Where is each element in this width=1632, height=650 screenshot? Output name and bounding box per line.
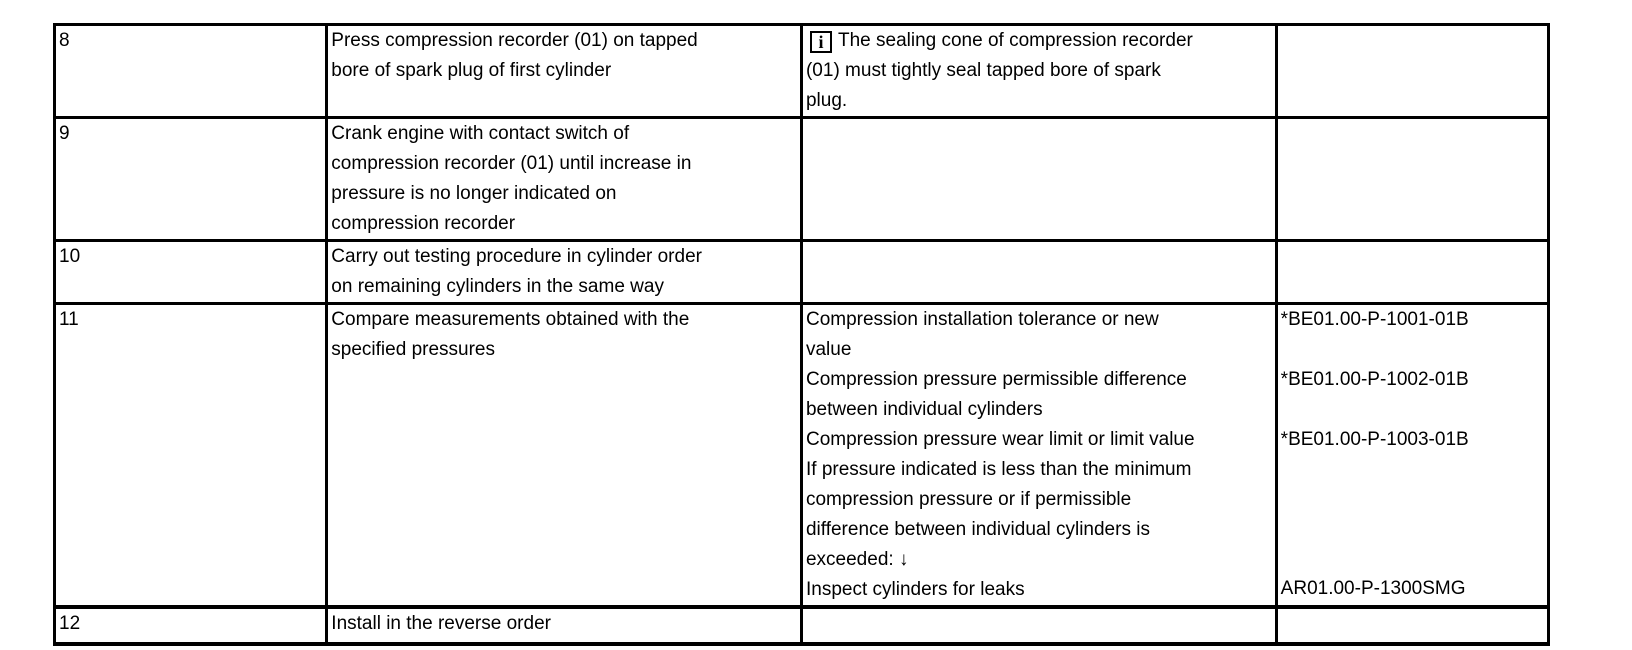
step-number bbox=[55, 118, 327, 241]
spec-line: Inspect cylinders for leaks bbox=[805, 579, 1025, 600]
action-line: on remaining cylinders in the same way bbox=[331, 276, 664, 297]
table-row bbox=[55, 241, 1549, 304]
reference-cell bbox=[1276, 25, 1548, 118]
note-cell bbox=[801, 607, 1276, 644]
action-cell bbox=[327, 304, 802, 608]
spec-line: Compression pressure wear limit or limit value bbox=[805, 429, 1195, 450]
step-number bbox=[55, 304, 327, 608]
action-line: Press compression recorder (01) on tapped bbox=[331, 30, 698, 51]
reference-link[interactable]: *BE01.00-P-1001-01B bbox=[1280, 309, 1469, 330]
action-line: compression recorder bbox=[331, 213, 516, 234]
step-number-text: 9 bbox=[59, 123, 70, 144]
info-icon: i bbox=[810, 31, 832, 53]
action-line: Crank engine with contact switch of bbox=[331, 123, 630, 144]
note-line: The sealing cone of compression recorder bbox=[837, 30, 1193, 51]
procedure-table bbox=[53, 23, 1550, 646]
reference-cell bbox=[1276, 607, 1548, 644]
step-number bbox=[55, 607, 327, 644]
step-number bbox=[55, 241, 327, 304]
reference-link[interactable]: *BE01.00-P-1003-01B bbox=[1280, 429, 1469, 450]
step-number-text: 11 bbox=[59, 309, 79, 330]
action-line: Install in the reverse order bbox=[331, 613, 551, 634]
action-line: pressure is no longer indicated on bbox=[331, 183, 617, 204]
step-number-text: 10 bbox=[59, 246, 81, 267]
spec-line: Compression installation tolerance or new bbox=[805, 309, 1159, 330]
action-line: bore of spark plug of first cylinder bbox=[331, 60, 612, 81]
action-cell bbox=[327, 607, 802, 644]
note-cell bbox=[801, 25, 1276, 118]
table-row bbox=[55, 118, 1549, 241]
reference-cell bbox=[1276, 304, 1548, 608]
reference-cell bbox=[1276, 118, 1548, 241]
spec-line: value bbox=[805, 339, 852, 360]
note-line: (01) must tightly seal tapped bore of spark bbox=[805, 60, 1161, 81]
table-row bbox=[55, 25, 1549, 118]
action-line: compression recorder (01) until increase in bbox=[331, 153, 692, 174]
reference-link[interactable]: *BE01.00-P-1002-01B bbox=[1280, 369, 1469, 390]
reference-link[interactable]: AR01.00-P-1300SMG bbox=[1280, 578, 1466, 599]
note-cell bbox=[801, 241, 1276, 304]
reference-cell bbox=[1276, 241, 1548, 304]
spec-line: difference between individual cylinders is bbox=[805, 519, 1150, 540]
spec-line: Compression pressure permissible difference bbox=[805, 369, 1187, 390]
spec-line: between individual cylinders bbox=[805, 399, 1043, 420]
spec-line: If pressure indicated is less than the minimum bbox=[805, 459, 1192, 480]
step-number bbox=[55, 25, 327, 118]
step-number-text: 12 bbox=[59, 613, 81, 634]
action-cell bbox=[327, 25, 802, 118]
spec-line: exceeded: ↓ bbox=[805, 549, 909, 570]
table-row bbox=[55, 304, 1549, 608]
table-row bbox=[55, 607, 1549, 644]
step-number-text: 8 bbox=[59, 30, 70, 51]
note-cell bbox=[801, 118, 1276, 241]
action-line: Carry out testing procedure in cylinder order bbox=[331, 246, 702, 267]
note-line: plug. bbox=[805, 90, 848, 111]
action-line: Compare measurements obtained with the bbox=[331, 309, 690, 330]
spec-line: compression pressure or if permissible bbox=[805, 489, 1132, 510]
action-cell bbox=[327, 241, 802, 304]
specification-cell bbox=[801, 304, 1276, 608]
action-cell bbox=[327, 118, 802, 241]
action-line: specified pressures bbox=[331, 339, 495, 360]
